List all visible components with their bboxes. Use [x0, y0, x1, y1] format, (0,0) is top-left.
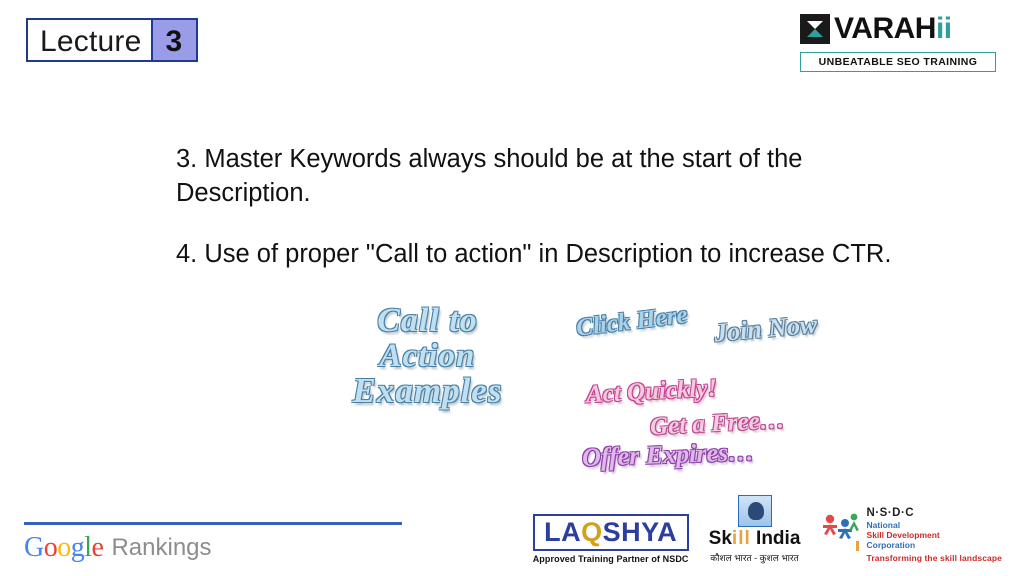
bullet-point-4: 4. Use of proper "Call to action" in Description to increase CTR. — [176, 239, 892, 268]
nsdc-figures-icon — [821, 510, 861, 556]
call-to-action-artwork — [290, 300, 870, 472]
nsdc-logo — [821, 503, 1002, 564]
google-rankings-footer — [24, 522, 404, 562]
skill-india-wordmark: Skill India — [708, 528, 801, 550]
cta-title-line-1: Call to — [377, 302, 478, 339]
cta-phrase-offer-expires: Offer Expires… — [581, 437, 755, 472]
nsdc-full-name — [867, 520, 1002, 550]
brand-tagline: UNBEATABLE SEO TRAINING — [800, 52, 996, 72]
nsdc-full-line-2: Skill Development — [866, 530, 940, 541]
brand-name: VARAHii — [834, 12, 952, 45]
cta-phrases — [572, 300, 870, 472]
brand-logo-row — [800, 12, 996, 46]
lecture-badge — [26, 18, 198, 62]
laqshya-subtitle: Approved Training Partner of NSDC — [532, 554, 689, 564]
cta-phrase-click-here: Click Here — [574, 301, 689, 342]
cta-title-line-3: Examples — [352, 371, 503, 411]
cta-title-line-2: Action — [379, 337, 476, 374]
bullet-point-3: 3. Master Keywords always should be at the start of the Description. — [176, 145, 803, 208]
nsdc-text-block — [867, 503, 1002, 564]
cta-phrase-act-quickly: Act Quickly! — [585, 374, 718, 409]
slide-body — [176, 142, 936, 297]
google-wordmark: Google — [24, 532, 104, 563]
nsdc-tagline: Transforming the skill landscape — [866, 553, 1002, 564]
footer-divider — [24, 522, 402, 525]
brand-logo — [800, 12, 996, 72]
nsdc-full-line-1: National — [866, 520, 901, 531]
rankings-label: Rankings — [111, 534, 212, 561]
skill-india-logo — [707, 495, 803, 564]
cta-phrase-get-a-free: Get a Free… — [649, 406, 786, 441]
nsdc-abbr: N·S·D·C — [866, 506, 915, 519]
cta-title — [290, 304, 565, 410]
cta-phrase-join-now: Join Now — [712, 309, 819, 348]
hourglass-icon — [800, 14, 830, 44]
skill-india-emblem-icon — [738, 495, 772, 527]
laqshya-wordmark: LAQSHYA — [533, 514, 689, 551]
partner-logos — [533, 495, 1002, 564]
lecture-number: 3 — [151, 20, 196, 60]
lecture-label: Lecture — [40, 25, 142, 58]
laqshya-logo — [533, 514, 689, 564]
nsdc-full-line-3: Corporation — [866, 540, 916, 551]
skill-india-subtitle: कौशल भारत - कुशल भारत — [710, 553, 799, 563]
